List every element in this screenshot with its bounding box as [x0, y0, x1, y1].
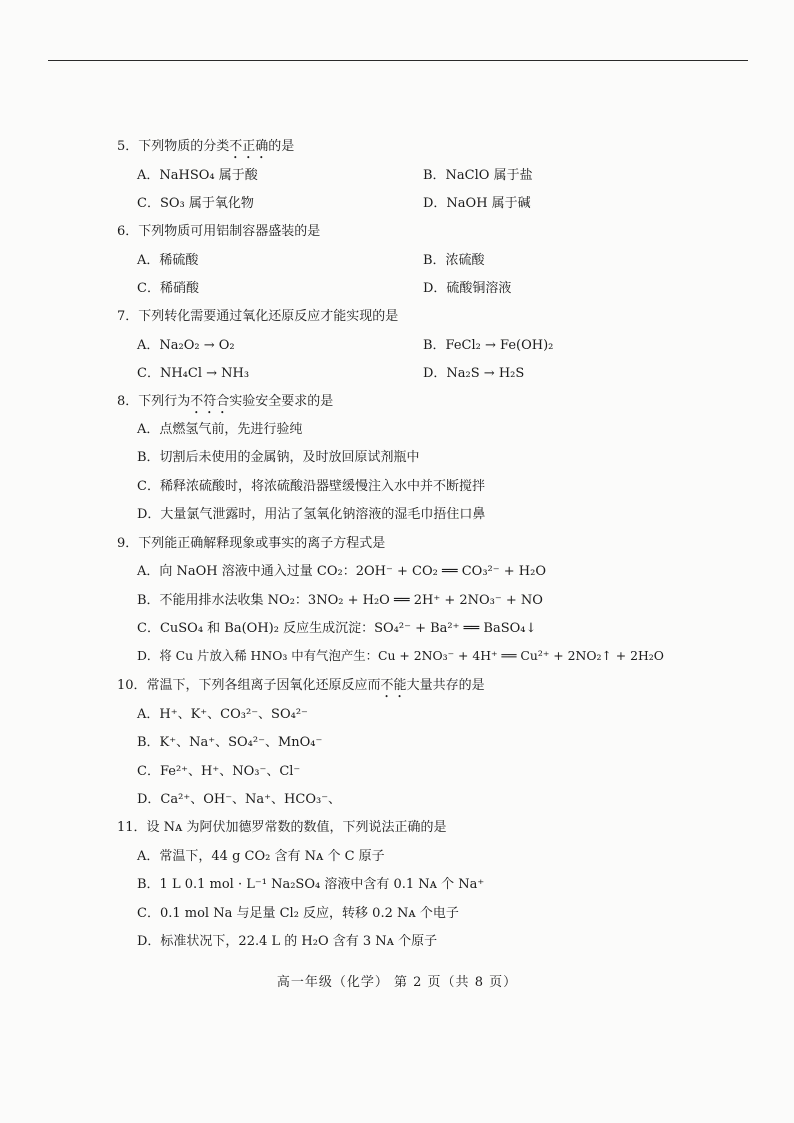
stem-text: 大量共存的是 — [406, 678, 485, 693]
stem-text: 实验安全要求的是 — [229, 394, 334, 409]
emphasis-text: 不符合 — [190, 394, 230, 409]
question-7-option-a: A．Na₂O₂ → O₂ — [137, 338, 235, 353]
stem-text: 5．下列物质的分类 — [117, 139, 230, 154]
question-11-option-c: C．0.1 mol Na 与足量 Cl₂ 反应，转移 0.2 Nᴀ 个电子 — [137, 906, 459, 921]
question-5-option-a: A．NaHSO₄ 属于酸 — [137, 168, 258, 183]
question-6-option-a: A．稀硫酸 — [137, 253, 199, 268]
stem-text: 的是 — [268, 139, 295, 154]
emphasis-text: 不正确 — [229, 139, 269, 154]
question-6-option-b: B．浓硫酸 — [423, 253, 485, 268]
question-7-option-d: D．Na₂S → H₂S — [423, 366, 525, 381]
question-9-option-c: C．CuSO₄ 和 Ba(OH)₂ 反应生成沉淀：SO₄²⁻ + Ba²⁺ ══ BaSO₄↓ — [137, 621, 537, 636]
question-10-option-d: D．Ca²⁺、OH⁻、Na⁺、HCO₃⁻、 — [137, 792, 342, 807]
question-8-option-b: B．切割后未使用的金属钠，及时放回原试剂瓶中 — [137, 450, 420, 465]
question-7-option-b: B．FeCl₂ → Fe(OH)₂ — [423, 338, 554, 353]
page-footer: 高一年级（化学） 第 2 页（共 8 页） — [276, 975, 518, 990]
question-10-option-b: B．K⁺、Na⁺、SO₄²⁻、MnO₄⁻ — [137, 735, 323, 750]
question-9-option-b: B．不能用排水法收集 NO₂：3NO₂ + H₂O ══ 2H⁺ + 2NO₃⁻ + NO — [137, 593, 543, 608]
question-11-option-a: A．常温下，44 g CO₂ 含有 Nᴀ 个 C 原子 — [137, 849, 385, 864]
question-5-option-d: D．NaOH 属于碱 — [423, 196, 531, 211]
question-11-stem: 11．设 Nᴀ 为阿伏加德罗常数的数值，下列说法正确的是 — [117, 820, 447, 835]
question-6-option-c: C．稀硝酸 — [137, 281, 199, 296]
question-5-stem — [117, 135, 294, 162]
header-rule — [48, 60, 748, 61]
question-11-option-b: B．1 L 0.1 mol · L⁻¹ Na₂SO₄ 溶液中含有 0.1 Nᴀ 个 Na⁺ — [137, 877, 485, 892]
question-10-option-c: C．Fe²⁺、H⁺、NO₃⁻、Cl⁻ — [137, 764, 301, 779]
question-11-option-d: D．标准状况下，22.4 L 的 H₂O 含有 3 Nᴀ 个原子 — [137, 934, 438, 949]
question-10-stem — [117, 674, 485, 701]
question-7-option-c: C．NH₄Cl → NH₃ — [137, 366, 250, 381]
question-8-option-d: D．大量氯气泄露时，用沾了氢氧化钠溶液的湿毛巾捂住口鼻 — [137, 507, 486, 522]
question-10-option-a: A．H⁺、K⁺、CO₃²⁻、SO₄²⁻ — [137, 707, 308, 722]
question-5-option-c: C．SO₃ 属于氧化物 — [137, 196, 254, 211]
question-8-option-a: A．点燃氢气前，先进行验纯 — [137, 422, 303, 437]
stem-text: 10．常温下，下列各组离子因氧化还原反应而 — [117, 678, 381, 693]
question-8-stem — [117, 390, 333, 417]
question-7-stem: 7．下列转化需要通过氧化还原反应才能实现的是 — [117, 309, 399, 324]
question-9-stem: 9．下列能正确解释现象或事实的离子方程式是 — [117, 536, 386, 551]
question-9-option-d: D．将 Cu 片放入稀 HNO₃ 中有气泡产生：Cu + 2NO₃⁻ + 4H⁺ ══ Cu²⁺ + 2NO₂↑ + 2H₂O — [137, 648, 664, 663]
question-8-option-c: C．稀释浓硫酸时，将浓硫酸沿器壁缓慢注入水中并不断搅拌 — [137, 479, 485, 494]
stem-text: 8．下列行为 — [117, 394, 191, 409]
question-6-stem: 6．下列物质可用铝制容器盛装的是 — [117, 224, 321, 239]
question-5-option-b: B．NaClO 属于盐 — [423, 168, 533, 183]
question-6-option-d: D．硫酸铜溶液 — [423, 281, 512, 296]
question-9-option-a: A．向 NaOH 溶液中通入过量 CO₂：2OH⁻ + CO₂ ══ CO₃²⁻ + H₂O — [137, 564, 546, 579]
emphasis-text: 不能 — [380, 678, 407, 693]
